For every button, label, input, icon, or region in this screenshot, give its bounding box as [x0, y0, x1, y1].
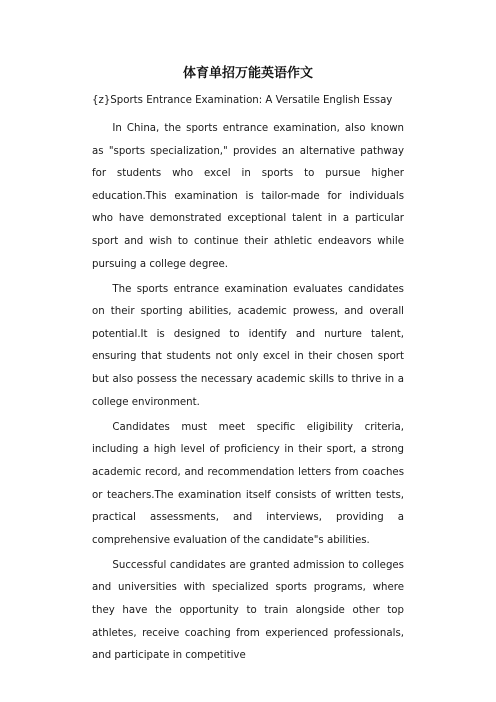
document-subtitle: {z}Sports Entrance Examination: A Versatile English Essay [92, 95, 393, 106]
paragraph-2: The sports entrance examination evaluates candidates on their sporting abilities, academic prowess, and overall potential.It is designed to identify and nurture talent, ensuring that students not only excel in their chosen sport but also possess the necessary academic skills to thrive in a college environment. [92, 283, 404, 408]
document-title: 体育单招万能英语作文 [182, 66, 313, 81]
paragraph-4: Successful candidates are granted admission to colleges and universities with specialized sports programs, where they have the opportunity to train alongside other top athletes, receive coaching from experienced professionals, and participate in competitive [92, 559, 404, 662]
paragraph-3: Candidates must meet specific eligibility criteria, including a high level of proficiency in their sport, a strong academic record, and recommendation letters from coaches or teachers.The examination itself consists of written tests, practical assessments, and interviews, providing a comprehensive evaluation of the candidate"s abilities. [92, 421, 404, 546]
paragraph-1: In China, the sports entrance examination, also known as "sports specialization," provides an alternative pathway for students who excel in sports to pursue higher education.This examination is tailor-made for individuals who have demonstrated exceptional talent in a particular sport and wish to continue their athletic endeavors while pursuing a college degree. [92, 123, 404, 270]
document-body [92, 118, 404, 670]
